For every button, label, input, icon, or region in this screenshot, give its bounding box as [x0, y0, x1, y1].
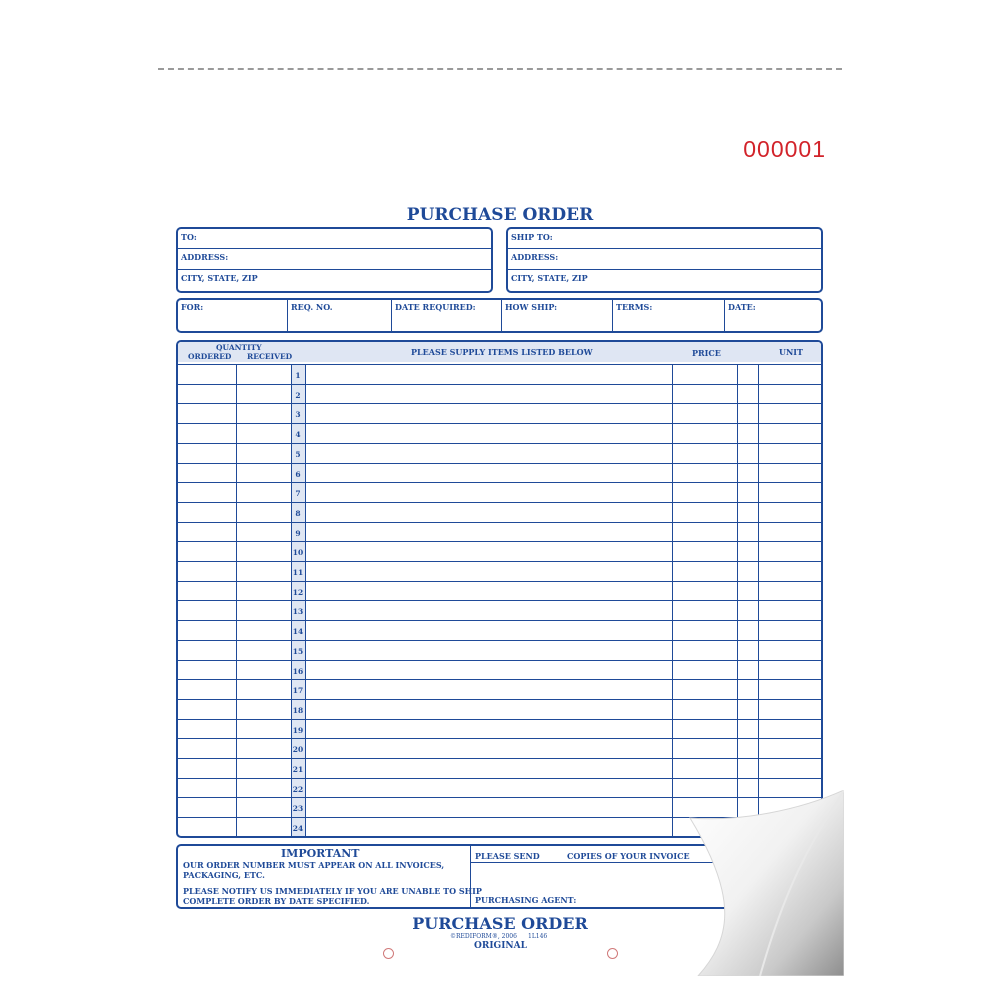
row-number: 9: [295, 528, 301, 538]
table-row: [178, 403, 821, 404]
req-no-label: REQ. NO.: [291, 302, 333, 312]
ship-address-label: ADDRESS:: [511, 252, 559, 262]
ship-to-label: SHIP TO:: [511, 232, 553, 242]
important-line: COMPLETE ORDER BY DATE SPECIFIED.: [183, 896, 370, 906]
row-number: 12: [292, 587, 304, 597]
perforation-line: [158, 68, 842, 70]
unit-label: UNIT: [779, 347, 803, 357]
row-number: 3: [295, 410, 301, 420]
table-row: [178, 620, 821, 621]
table-row: [178, 778, 821, 779]
table-row: [178, 502, 821, 503]
row-number: 14: [292, 627, 304, 637]
items-table: [176, 340, 823, 838]
info-divider: [501, 300, 502, 331]
row-number: 4: [295, 430, 301, 440]
table-row: [178, 719, 821, 720]
binding-hole: [383, 948, 394, 959]
table-row: [178, 679, 821, 680]
date-label: DATE:: [728, 302, 756, 312]
row-number: 18: [292, 705, 304, 715]
price-label: PRICE: [692, 348, 721, 358]
row-number: 17: [292, 686, 304, 696]
table-row: [178, 758, 821, 759]
quantity-label: QUANTITY: [216, 343, 262, 352]
order-info-row: [176, 298, 823, 333]
received-label: RECEIVED: [247, 352, 293, 361]
to-line: [178, 248, 491, 249]
maker-mark: ©REDIFORM®, 2006: [450, 933, 517, 940]
ordered-label: ORDERED: [188, 352, 232, 361]
row-number: 10: [292, 548, 304, 558]
ship-address-line: [508, 269, 821, 270]
info-divider: [612, 300, 613, 331]
info-divider: [391, 300, 392, 331]
terms-label: TERMS:: [616, 302, 653, 312]
row-number: 23: [292, 804, 304, 814]
table-row: [178, 738, 821, 739]
row-number: 1: [295, 371, 301, 380]
table-row: [178, 561, 821, 562]
description-label: PLEASE SUPPLY ITEMS LISTED BELOW: [411, 347, 593, 357]
table-row: [178, 423, 821, 424]
row-number: 21: [292, 765, 304, 774]
table-row: [178, 699, 821, 700]
table-row: [178, 541, 821, 542]
info-divider: [724, 300, 725, 331]
to-box: [176, 227, 493, 293]
to-address-label: ADDRESS:: [181, 252, 229, 262]
row-number: 15: [292, 646, 304, 656]
important-line: PLEASE NOTIFY US IMMEDIATELY IF YOU ARE UNABLE TO SHIP: [183, 886, 482, 896]
footer-title: PURCHASE ORDER: [412, 914, 588, 933]
table-row: [178, 463, 821, 464]
page-curl: [670, 790, 844, 976]
ship-to-line: [508, 248, 821, 249]
purchasing-agent-label: PURCHASING AGENT:: [475, 895, 577, 905]
to-city-label: CITY, STATE, ZIP: [181, 273, 258, 283]
table-row: [178, 443, 821, 444]
table-header-line: [178, 364, 821, 365]
copy-label: ORIGINAL: [474, 941, 527, 951]
to-address-line: [178, 269, 491, 270]
row-number: 11: [292, 568, 304, 577]
row-number: 24: [292, 824, 304, 834]
row-number: 6: [295, 469, 301, 479]
row-number: 16: [292, 666, 304, 676]
row-number: 22: [292, 784, 304, 794]
table-row: [178, 600, 821, 601]
to-label: TO:: [181, 232, 197, 242]
info-divider: [287, 300, 288, 331]
copies-label: COPIES OF YOUR INVOICE: [567, 851, 690, 861]
please-send-label: PLEASE SEND: [475, 851, 540, 861]
date-required-label: DATE REQUIRED:: [395, 302, 476, 312]
row-number: 7: [295, 489, 301, 499]
ship-city-label: CITY, STATE, ZIP: [511, 273, 588, 283]
table-row: [178, 522, 821, 523]
important-line: PACKAGING, ETC.: [183, 870, 265, 880]
how-ship-label: HOW SHIP:: [505, 302, 558, 312]
table-row: [178, 640, 821, 641]
serial-number: 000001: [743, 136, 826, 162]
important-heading: IMPORTANT: [281, 847, 360, 860]
form-code: 1L146: [528, 933, 548, 940]
for-label: FOR:: [181, 302, 204, 312]
row-number: 13: [292, 607, 304, 617]
important-line: OUR ORDER NUMBER MUST APPEAR ON ALL INVOICES,: [183, 860, 445, 870]
binding-hole: [607, 948, 618, 959]
table-row: [178, 482, 821, 483]
table-row: [178, 660, 821, 661]
ship-to-box: [506, 227, 823, 293]
important-divider: [470, 846, 471, 907]
row-number: 5: [295, 449, 301, 459]
form-title: PURCHASE ORDER: [406, 205, 594, 225]
table-row: [178, 581, 821, 582]
table-row: [178, 384, 821, 385]
row-number: 2: [295, 390, 301, 400]
row-number: 20: [292, 745, 304, 755]
row-number: 19: [292, 725, 304, 735]
row-number: 8: [295, 508, 301, 518]
